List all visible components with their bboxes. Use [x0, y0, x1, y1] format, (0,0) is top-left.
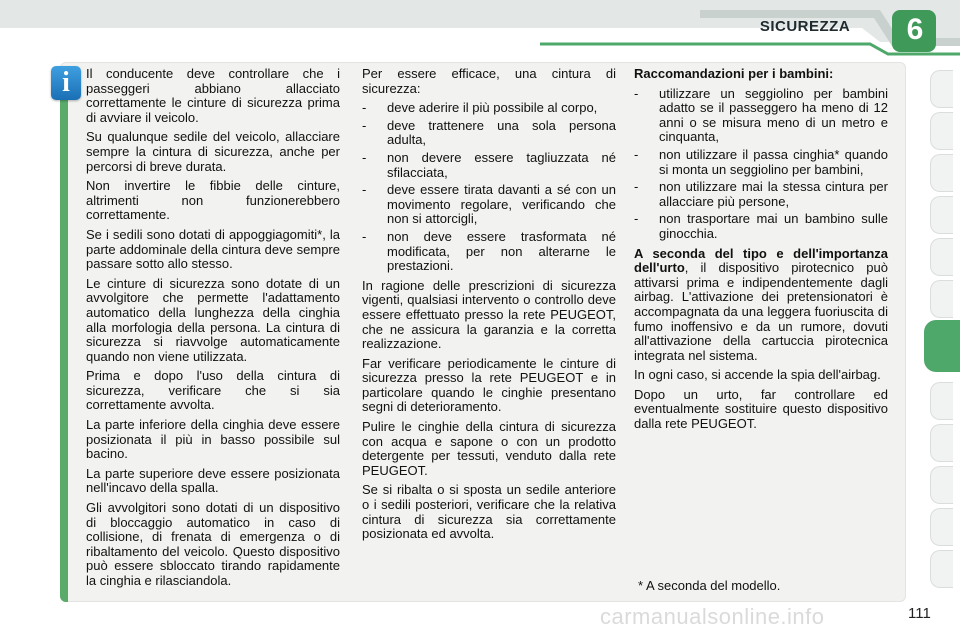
side-tab-5[interactable]	[930, 238, 953, 276]
list-item: - utilizzare un seggiolino per bambini adatto se il passeggero ha meno di 12 anni o se misura meno di un metro e cinquanta,	[634, 85, 888, 145]
side-tab-2[interactable]	[930, 112, 953, 150]
side-tab-3[interactable]	[930, 154, 953, 192]
side-tab-11[interactable]	[930, 508, 953, 546]
paragraph: Se si ribalta o si sposta un sedile anteriore o i sedili posteriori, verificare che la relativa cintura di sicurezza sia correttamente posizionata ed avvolta.	[362, 482, 616, 542]
side-tab-4[interactable]	[930, 196, 953, 234]
paragraph: Il conducente deve controllare che i passeggeri abbiano allacciato correttamente le cinture di sicurezza prima di avviare il veicolo.	[86, 66, 340, 125]
paragraph: Far verificare periodicamente le cinture di sicurezza presso la rete PEUGEOT e in particolare quando le cinghie presentano segni di deterioramento.	[362, 355, 616, 415]
paragraph: Non invertire le fibbie delle cinture, altrimenti non funzionerebbero correttamente.	[86, 178, 340, 223]
paragraph: Gli avvolgitori sono dotati di un dispositivo di bloccaggio automatico in caso di collisione, di frenata di emergenza o di ribaltamento del veicolo. Questo dispositivo può essere sbloccato tirando rapidamente la cinghia e rilasciandola.	[86, 500, 340, 588]
paragraph: In ragione delle prescrizioni di sicurezza vigenti, qualsiasi intervento o controllo deve essere effettuato presso la rete PEUGEOT, che ne assicura la garanzia e la corretta realizzazione.	[362, 277, 616, 352]
requirements-list	[362, 101, 616, 274]
column-2	[362, 67, 616, 547]
paragraph: Se i sedili sono dotati di appoggiagomiti*, la parte addominale della cintura deve sempre passare sotto allo stesso.	[86, 226, 340, 272]
paragraph: Prima e dopo l'uso della cintura di sicurezza, verificare che si sia correttamente avvolta.	[86, 368, 340, 413]
intro-paragraph: Per essere efficace, una cintura di sicurezza:	[362, 66, 616, 96]
page-number: 111	[908, 605, 931, 622]
airbag-bold-lead: A seconda del tipo e dell'importanza dell'urto	[634, 245, 888, 276]
chapter-number-badge: 6	[906, 13, 924, 46]
side-tab-8[interactable]	[930, 382, 953, 420]
list-item: - non devere essere tagliuzzata né sfilacciata,	[362, 149, 616, 180]
watermark: carmanualsonline.info	[600, 604, 825, 629]
side-tab-6[interactable]	[930, 280, 953, 318]
paragraph: Le cinture di sicurezza sono dotate di un avvolgitore che permette l'adattamento automatico della lunghezza della cinghia alla morfologia della persona. La cintura di sicurezza si riavvolge automaticamente quando non viene utilizzata.	[86, 275, 340, 364]
list-item: - non deve essere trasformata né modificata, per non alterarne le prestazioni.	[362, 228, 616, 274]
side-tab-9[interactable]	[930, 424, 953, 462]
paragraph: La parte superiore deve essere posizionata nell'incavo della spalla.	[86, 465, 340, 496]
panel-accent-bar	[60, 86, 68, 602]
list-item: - deve trattenere una sola persona adulta,	[362, 117, 616, 148]
airbag-paragraph	[634, 247, 888, 364]
list-item: - non utilizzare il passa cinghia* quando si monta un seggiolino per bambini,	[634, 146, 888, 177]
chapter-header	[0, 0, 960, 60]
side-tab-12[interactable]	[930, 550, 953, 588]
paragraph: Su qualunque sedile del veicolo, allacciare sempre la cintura di sicurezza, anche per percorsi di breve durata.	[86, 129, 340, 174]
list-item: - non trasportare mai un bambino sulle ginocchia.	[634, 211, 888, 241]
children-list	[634, 87, 888, 242]
chapter-title: SICUREZZA	[759, 18, 851, 35]
side-tab-1[interactable]	[930, 70, 953, 108]
column-3	[634, 67, 888, 437]
paragraph: La parte inferiore della cinghia deve essere posizionata il più in basso possibile sul bacino.	[86, 417, 340, 462]
airbag-text: , il dispositivo pirotecnico può attivarsi prima e indipendentemente dagli airbag. L'attivazione dei pretensionatori è accompagnata da una leggera fuoriuscita di fumo inoffensivo e da un rumore, dovuti all'attivazione della cartuccia pirotecnica integrata nel sistema.	[634, 260, 888, 363]
list-item: - non utilizzare mai la stessa cintura per allacciare più persone,	[634, 179, 888, 209]
list-item: - deve essere tirata davanti a sé con un movimento regolare, verificando che non si attorcigli,	[362, 182, 616, 227]
paragraph: Pulire le cinghie della cintura di sicurezza con acqua e sapone o con un prodotto detergente per tessuti, venduto dalla rete PEUGEOT.	[362, 419, 616, 478]
paragraph: Dopo un urto, far controllare ed eventualmente sostituire questo dispositivo dalla rete PEUGEOT.	[634, 386, 888, 432]
footnote: * A seconda del modello.	[638, 578, 781, 593]
side-tab-10[interactable]	[930, 466, 953, 504]
info-icon: i	[51, 66, 81, 100]
side-tab-active[interactable]	[924, 320, 960, 372]
paragraph: In ogni caso, si accende la spia dell'airbag.	[634, 367, 881, 383]
children-heading: Raccomandazioni per i bambini:	[634, 66, 834, 81]
list-item: - deve aderire il più possibile al corpo,	[362, 100, 598, 116]
column-1	[86, 67, 340, 594]
